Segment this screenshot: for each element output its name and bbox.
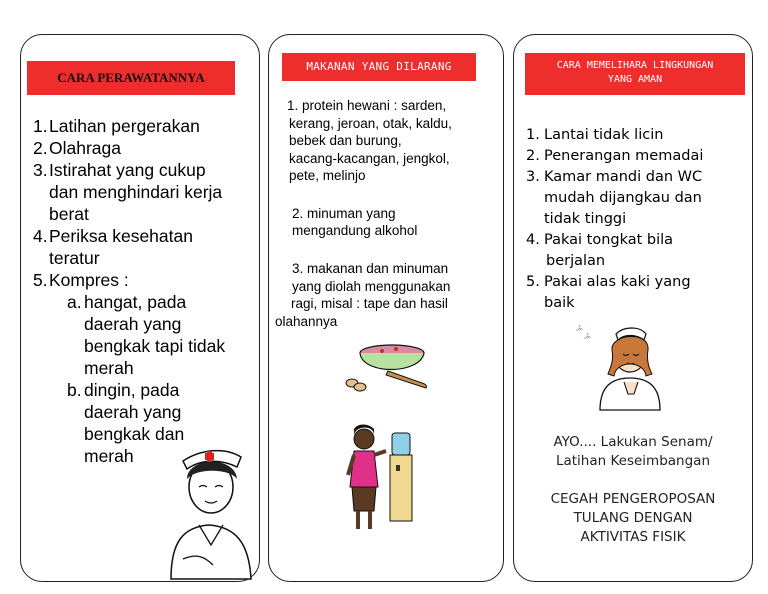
nurse-praying-clipart-icon bbox=[576, 320, 666, 410]
item-text: Periksa kesehatan bbox=[49, 226, 193, 246]
subitem-line: merah bbox=[84, 446, 134, 466]
item-text: Pakai alas kaki yang bbox=[544, 274, 691, 290]
paragraph-line: 2. minuman yang bbox=[292, 206, 396, 221]
subitem-line: bengkak tapi tidak bbox=[84, 336, 226, 356]
item-text: baik bbox=[544, 295, 575, 311]
item-number: 5. bbox=[33, 270, 48, 290]
item-text: Kamar mandi dan WC bbox=[544, 169, 703, 185]
paragraph-line: ragi, misal : tape dan hasil bbox=[291, 296, 448, 311]
panel2-title: MAKANAN YANG DILARANG bbox=[282, 53, 476, 81]
subitem-label: b. bbox=[67, 380, 82, 400]
item-text: Latihan pergerakan bbox=[49, 116, 200, 136]
item-continuation: teratur bbox=[49, 248, 100, 268]
item-text: Olahraga bbox=[49, 138, 121, 158]
subitem-line: dingin, pada bbox=[84, 380, 180, 400]
subitem-line: bengkak dan bbox=[84, 424, 185, 444]
item-text: berjalan bbox=[546, 253, 606, 269]
item-text: Lantai tidak licin bbox=[544, 127, 664, 143]
caption-line: CEGAH PENGEROPOSAN bbox=[550, 491, 716, 507]
item-text: Pakai tongkat bila bbox=[544, 232, 674, 248]
list-item bbox=[33, 115, 200, 137]
svg-text:ふ: ふ bbox=[584, 332, 591, 340]
panel-safe-environment bbox=[513, 34, 753, 582]
paragraph-line: mengandung alkohol bbox=[292, 223, 418, 238]
item-number: 5. bbox=[526, 274, 540, 290]
panel3-title bbox=[525, 53, 745, 95]
caption-line: Latihan Keseimbangan bbox=[555, 453, 711, 469]
caption-line: AYO.... Lakukan Senam/ bbox=[553, 434, 713, 450]
list-item bbox=[33, 137, 121, 159]
paragraph-line: yang diolah menggunakan bbox=[292, 279, 451, 294]
item-number: 1. bbox=[526, 127, 540, 143]
subitem-line: hangat, pada bbox=[84, 292, 187, 312]
item-text: Penerangan memadai bbox=[544, 148, 704, 164]
paragraph-line: kerang, jeroan, otak, kaldu, bbox=[289, 116, 452, 131]
list-item bbox=[33, 159, 206, 181]
list-item bbox=[33, 269, 129, 291]
item-number: 4. bbox=[33, 226, 48, 246]
paragraph-line: olahannya bbox=[275, 314, 338, 329]
subitem-line: daerah yang bbox=[84, 402, 182, 422]
panel3-title-line: CARA MEMELIHARA LINGKUNGAN bbox=[556, 60, 714, 71]
svg-text:ふ: ふ bbox=[576, 324, 583, 332]
item-text: mudah dijangkau dan bbox=[544, 190, 702, 206]
subitem-line: merah bbox=[84, 358, 134, 378]
nurse-clipart-icon bbox=[161, 447, 256, 579]
item-text: Istirahat yang cukup bbox=[49, 160, 206, 180]
paragraph-line: 3. makanan dan minuman bbox=[292, 261, 449, 276]
paragraph-line: 1. protein hewani : sarden, bbox=[287, 98, 447, 113]
panel3-title-line: YANG AMAN bbox=[607, 74, 663, 85]
paragraph-line: pete, melinjo bbox=[289, 168, 366, 183]
item-continuation: berat bbox=[49, 204, 89, 224]
paragraph-line: kacang-kacangan, jengkol, bbox=[289, 151, 450, 166]
woman-water-cooler-clipart-icon bbox=[344, 425, 419, 535]
panel1-title: CARA PERAWATANNYA bbox=[27, 61, 235, 95]
mixing-bowl-clipart-icon bbox=[344, 335, 434, 395]
item-text: Kompres : bbox=[49, 270, 129, 290]
caption-line: TULANG DENGAN bbox=[573, 510, 693, 526]
subitem-line: daerah yang bbox=[84, 314, 182, 334]
item-continuation: dan menghindari kerja bbox=[49, 182, 223, 202]
panel-care-methods bbox=[20, 34, 260, 582]
item-number: 4. bbox=[526, 232, 540, 248]
item-number: 3. bbox=[526, 169, 540, 185]
paragraph-line: bebek dan burung, bbox=[289, 133, 402, 148]
list-item bbox=[33, 225, 193, 247]
subitem-label: a. bbox=[67, 292, 82, 312]
panel-forbidden-food bbox=[268, 34, 504, 582]
item-text: tidak tinggi bbox=[544, 211, 627, 227]
item-number: 2. bbox=[33, 138, 48, 158]
item-number: 2. bbox=[526, 148, 540, 164]
item-number: 1. bbox=[33, 116, 48, 136]
caption-line: AKTIVITAS FISIK bbox=[580, 529, 686, 545]
item-number: 3. bbox=[33, 160, 48, 180]
